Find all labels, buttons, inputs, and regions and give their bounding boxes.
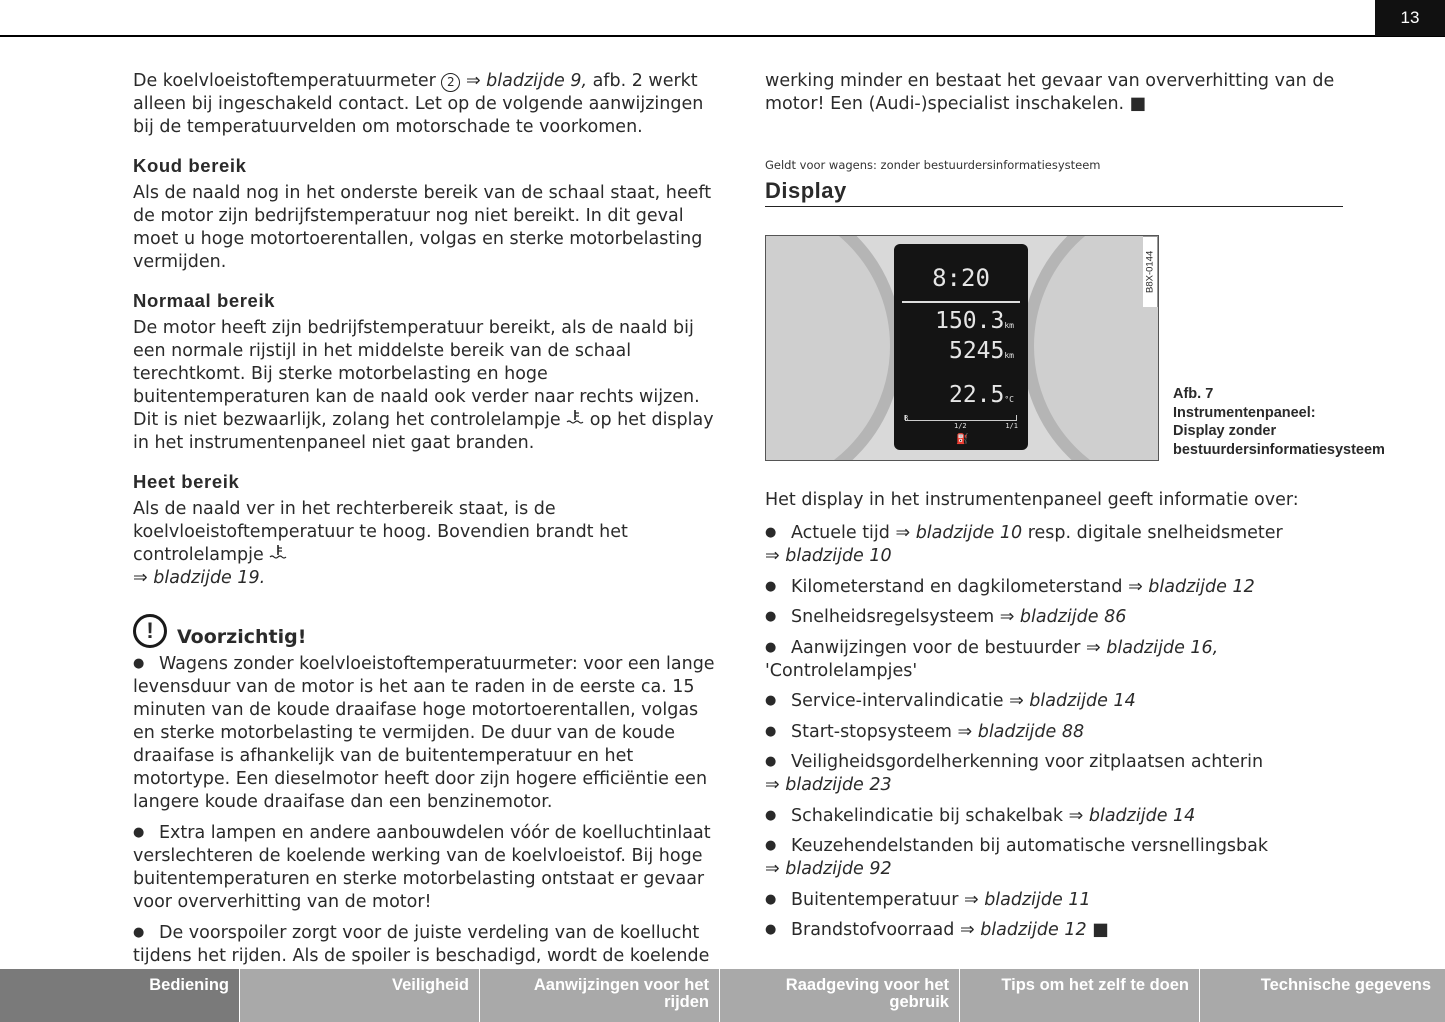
section-heading-display: Display <box>765 178 1343 207</box>
warning-item-text: De voorspoiler zorgt voor de juiste verdeling van de koellucht tijdens het rijden. Als de spoiler is beschadigd, wordt de koelende <box>133 923 710 966</box>
list-item: ● Start-stopsysteem ⇒ bladzijde 88 <box>765 721 1085 742</box>
list-item: ● Keuzehendelstanden bij automatische versnellingsbak ⇒ bladzijde 92 <box>765 836 1269 879</box>
bullet-icon: ● <box>765 639 777 655</box>
display-trip: 5245km <box>948 338 1014 364</box>
heading-hot: Heet bereik <box>133 471 240 492</box>
continuation-text: werking minder en bestaat het gevaar van oververhitting van de motor! Een (Audi-)specialist inschakelen. ■ <box>765 71 1335 114</box>
bullet-icon: ● <box>765 754 777 769</box>
warning-item-text: Wagens zonder koelvloeistoftemperatuurmeter: voor een lange levensduur van de motor is het aan te raden in de eerste ca. 15 minuten van de koude draaifase hoge motortoerentallen, volgas en sterke motorbelasting te vermijden. De duur van de koude draaifase is afhankelijk van de buitentemperatuur en het motortype. Een dieselmotor heeft door zijn hogere efficiëntie een langere koude draaifase dan een benzinemotor. <box>133 654 715 812</box>
normal-text-b: op het display in het instrumentenpaneel niet gaat branden. <box>133 410 714 453</box>
warning-item-text: Extra lampen en andere aanbouwdelen vóór de koelluchtinlaat verslechteren de koelende werking van de koelvloeistof. Bij hoge buitentemperaturen en sterke motorbelasting ontstaat er gevaar voor oververhitting van de motor! <box>133 823 711 912</box>
heading-cold: Koud bereik <box>133 155 247 176</box>
scope-note: Geldt voor wagens: zonder bestuurdersinformatiesysteem <box>765 158 1101 172</box>
right-column <box>765 70 1385 949</box>
instrument-panel-figure <box>765 235 1159 461</box>
tab-veiligheid[interactable]: Veiligheid <box>240 969 480 1022</box>
tab-aanwijzingen[interactable]: Aanwijzingen voor het rijden <box>480 969 720 1022</box>
header-rule <box>0 35 1445 37</box>
item-ref[interactable]: ⇒ bladzijde 12 <box>1128 576 1255 597</box>
item-ref[interactable]: ⇒ bladzijde 10 <box>765 546 892 566</box>
page-number: 13 <box>1375 0 1445 36</box>
coolant-warning-icon <box>566 410 590 430</box>
bullet-icon: ● <box>765 723 777 739</box>
list-item: ● Actuele tijd ⇒ bladzijde 10 resp. digitale snelheidsmeter ⇒ bladzijde 10 <box>765 523 1283 566</box>
intro-rest: afb. 2 werkt alleen bij ingeschakeld contact. Let op de volgende aanwijzingen bij de temperatuurvelden om motorschade te voorkomen. <box>133 71 704 137</box>
warning-title: Voorzichtig! <box>177 626 307 648</box>
fuel-bar <box>905 415 1017 421</box>
list-item: ● Kilometerstand en dagkilometerstand ⇒ bladzijde 12 <box>765 576 1255 597</box>
warning-item <box>133 921 723 968</box>
display-time: 8:20 <box>932 264 990 292</box>
fuel-reserve-label: R <box>904 414 909 422</box>
figure-caption: Afb. 7 Instrumentenpaneel: Display zonder bestuurdersinformatiesysteem <box>1173 386 1385 458</box>
normal-text-a: De motor heeft zijn bedrijfstemperatuur bereikt, als de naald bij een normale rijstijl in het middelste bereik van de schaal terechtkomt. Bij sterke motorbelasting en hoge buitentemperaturen kan de naald ook verder naar rechts wijzen. Dit is niet bezwaarlijk, zolang het controlelampje <box>133 318 700 430</box>
warning-header <box>133 614 723 648</box>
item-ref[interactable]: ⇒ bladzijde 14 <box>1068 805 1196 826</box>
bullet-icon: ● <box>765 891 777 907</box>
hot-text-body: Als de naald ver in het rechterbereik staat, is de koelvloeistoftemperatuur te hoog. Bovendien brandt het controlelampje <box>133 499 628 565</box>
bullet-icon: ● <box>765 922 777 937</box>
list-item: ● Aanwijzingen voor de bestuurder ⇒ bladzijde 16, 'Controlelampjes' <box>765 637 1219 681</box>
item-ref[interactable]: ⇒ bladzijde 11 <box>963 889 1091 910</box>
cold-text: Als de naald nog in het onderste bereik van de schaal staat, heeft de motor zijn bedrijfstemperatuur nog niet bereikt. In dit geval moet u hoge motortoerentallen, volgas en sterke motorbelasting vermijden. <box>133 183 712 272</box>
bullet-icon: ● <box>765 838 777 853</box>
chapter-tabs <box>0 969 1445 1022</box>
hot-ref[interactable]: ⇒ bladzijde 19. <box>133 568 266 588</box>
item-ref[interactable]: ⇒ bladzijde 16, <box>1086 637 1219 658</box>
list-item: ● Snelheidsregelsysteem ⇒ bladzijde 86 <box>765 607 1127 627</box>
intro-paragraph <box>133 70 723 139</box>
display-temperature: 22.5°C <box>948 382 1014 408</box>
bullet-icon: ● <box>765 807 777 823</box>
display-odometer: 150.3km <box>935 308 1014 334</box>
circled-marker: 2 <box>441 73 460 92</box>
bullet-icon: ● <box>133 825 145 840</box>
item-ref[interactable]: ⇒ bladzijde 14 <box>1009 691 1136 711</box>
bullet-icon: ● <box>765 525 777 540</box>
tab-tips[interactable]: Tips om het zelf te doen <box>960 969 1200 1022</box>
list-item: ● Schakelindicatie bij schakelbak ⇒ bladzijde 14 <box>765 805 1196 826</box>
fuel-full-label: 1/1 <box>1005 422 1018 430</box>
hot-text <box>133 498 723 590</box>
caution-icon: ! <box>133 614 167 648</box>
list-item: ● Buitentemperatuur ⇒ bladzijde 11 <box>765 889 1091 910</box>
heading-normal: Normaal bereik <box>133 290 276 311</box>
warning-item <box>133 821 723 914</box>
normal-text <box>133 317 723 455</box>
left-column <box>133 70 723 975</box>
list-item: ● Veiligheidsgordelherkenning voor zitplaatsen achterin ⇒ bladzijde 23 <box>765 752 1264 795</box>
display-screen <box>894 244 1028 450</box>
item-ref[interactable]: ⇒ bladzijde 86 <box>999 607 1127 627</box>
tab-raadgeving[interactable]: Raadgeving voor het gebruik <box>720 969 960 1022</box>
tab-technische-gegevens[interactable]: Technische gegevens <box>1200 969 1445 1022</box>
item-ref[interactable]: ⇒ bladzijde 10 <box>895 523 1023 543</box>
bullet-icon: ● <box>765 578 777 594</box>
coolant-warning-icon <box>269 545 287 565</box>
warning-item <box>133 652 723 814</box>
display-divider <box>902 301 1020 303</box>
fuel-half-label: 1/2 <box>954 422 967 430</box>
intro-ref[interactable]: ⇒ bladzijde 9, <box>465 71 588 91</box>
list-intro: Het display in het instrumentenpaneel geeft informatie over: <box>765 490 1299 510</box>
tab-bediening[interactable]: Bediening <box>0 969 240 1022</box>
item-ref[interactable]: ⇒ bladzijde 23 <box>765 775 892 795</box>
bullet-icon: ● <box>133 656 145 671</box>
list-item: ● Service-intervalindicatie ⇒ bladzijde 14 <box>765 691 1136 711</box>
item-ref[interactable]: ⇒ bladzijde 92 <box>765 859 892 879</box>
bullet-icon: ● <box>765 693 777 708</box>
figure-code: B8X-0144 <box>1143 236 1158 307</box>
bullet-icon: ● <box>133 925 145 940</box>
item-ref[interactable]: ⇒ bladzijde 12 <box>959 920 1087 940</box>
bullet-icon: ● <box>765 609 777 624</box>
list-item: ● Brandstofvoorraad ⇒ bladzijde 12 ■ <box>765 920 1109 940</box>
fuel-pump-icon: ⛽ <box>956 434 969 445</box>
figure-row <box>765 235 1385 461</box>
intro-prefix: De koelvloeistoftemperatuurmeter <box>133 71 436 91</box>
item-ref[interactable]: ⇒ bladzijde 88 <box>957 721 1085 742</box>
